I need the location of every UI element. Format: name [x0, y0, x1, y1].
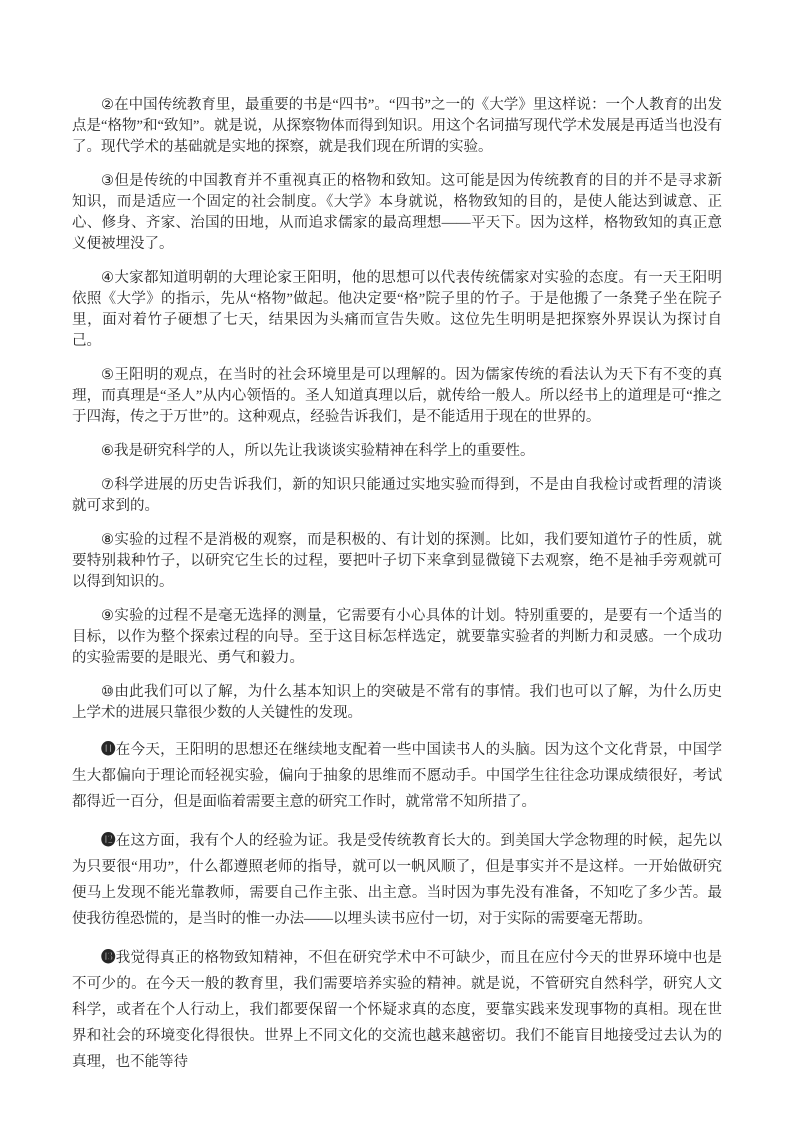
paragraph-marker: ⑤ [101, 367, 115, 383]
paragraph [72, 441, 722, 462]
paragraph-text: 但是传统的中国教育并不重视真正的格物和致知。这可能是因为传统教育的目的并不是寻求新知识，而是适应一个固定的社会制度。《大学》本身就说，格物致知的目的，是使人能达到诚意、正心、修身、齐家、治国的田地，从而追求儒家的最高理想——平天下。因为这样，格物致知的真正意义便被埋没了。 [72, 173, 723, 252]
paragraph-marker: ⓬ [101, 833, 116, 849]
paragraph-marker: ③ [101, 173, 115, 189]
paragraph-text: 大家都知道明朝的大理论家王阳明，他的思想可以代表传统儒家对实验的态度。有一天王阳明依照《大学》的指示，先从“格物”做起。他决定要“格”院子里的竹子。于是他搬了一条凳子坐在院子里，面对着竹子硬想了七天，结果因为头痛而宣告失败。这位先生明明是把探察外界误认为探讨自己。 [72, 270, 723, 349]
paragraph [72, 682, 722, 724]
paragraph [72, 828, 722, 932]
paragraph-marker: ⑦ [101, 477, 115, 493]
paragraph-marker: ⓭ [101, 950, 116, 966]
paragraph-text: 王阳明的观点，在当时的社会环境里是可以理解的。因为儒家传统的看法认为天下有不变的真理，而真理是“圣人”从内心领悟的。圣人知道真理以后，就传给一般人。所以经书上的道理是可“推之于四海，传之于万世”的。这种观点，经验告诉我们，是不能适用于现在的世界的。 [72, 367, 723, 425]
paragraph [72, 606, 722, 669]
paragraph-text: 在这方面，我有个人的经验为证。我是受传统教育长大的。到美国大学念物理的时候，起先以为只要很“用功”，什么都遵照老师的指导，就可以一帆风顺了，但是事实并不是这样。一开始做研究便马上发现不能光靠教师，需要自己作主张、出主意。当时因为事先没有准备，不知吃了多少苦。最使我彷徨恐慌的，是当时的惟一办法——以埋头读书应付一切，对于实际的需要毫无帮助。 [72, 833, 723, 927]
paragraph-marker: ② [101, 97, 115, 113]
paragraph-text: 在中国传统教育里，最重要的书是“四书”。“四书”之一的《大学》里这样说：一个人教育的出发点是“格物”和“致知”。就是说，从探察物体而得到知识。用这个名词描写现代学术发展是再适当也没有了。现代学术的基础就是实地的探察，就是我们现在所谓的实验。 [72, 97, 723, 155]
paragraph [72, 530, 722, 593]
paragraph-marker: ⑩ [101, 684, 115, 700]
paragraph-text: 我觉得真正的格物致知精神，不但在研究学术中不可缺少，而且在应付今天的世界环境中也是不可少的。在今天一般的教育里，我们需要培养实验的精神。就是说，不管研究自然科学，研究人文科学，或者在个人行动上，我们都要保留一个怀疑求真的态度，要靠实践来发现事物的真相。现在世界和社会的环境变化得很快。世界上不同文化的交流也越来越密切。我们不能盲目地接受过去认为的真理，也不能等待 [72, 950, 723, 1070]
paragraph [72, 171, 722, 255]
paragraph-text: 科学进展的历史告诉我们，新的知识只能通过实地实验而得到，不是由自我检讨或哲理的清谈就可求到的。 [72, 477, 723, 514]
paragraph-marker: ⓫ [101, 742, 116, 758]
paragraph [72, 95, 722, 158]
paragraph-text: 在今天，王阳明的思想还在继续地支配着一些中国读书人的头脑。因为这个文化背景，中国学生大都偏向于理论而轻视实验，偏向于抽象的思维而不愿动手。中国学生往往念功课成绩很好，考试都得近一百分，但是面临着需要主意的研究工作时，就常常不知所措了。 [72, 742, 723, 810]
paragraph-marker: ⑥ [101, 443, 114, 459]
paragraph-marker: ⑨ [101, 608, 115, 624]
paragraph-text: 我是研究科学的人，所以先让我谈谈实验精神在科学上的重要性。 [114, 443, 535, 459]
paragraph-marker: ④ [101, 270, 115, 286]
paragraph [72, 737, 722, 815]
paragraph [72, 365, 722, 428]
paragraph-text: 实验的过程不是消极的观察，而是积极的、有计划的探测。比如，我们要知道竹子的性质，就要特别栽种竹子，以研究它生长的过程，要把叶子切下来拿到显微镜下去观察，绝不是袖手旁观就可以得到知识的。 [72, 532, 723, 590]
paragraph [72, 945, 722, 1075]
paragraph [72, 268, 722, 352]
paragraph [72, 475, 722, 517]
paragraph-text: 由此我们可以了解，为什么基本知识上的突破是不常有的事情。我们也可以了解，为什么历史上学术的进展只靠很少数的人关键性的发现。 [72, 684, 723, 721]
paragraph-text: 实验的过程不是毫无选择的测量，它需要有小心具体的计划。特别重要的，是要有一个适当的目标，以作为整个探索过程的向导。至于这目标怎样选定，就要靠实验者的判断力和灵感。一个成功的实验需要的是眼光、勇气和毅力。 [72, 608, 723, 666]
paragraph-marker: ⑧ [101, 532, 115, 548]
